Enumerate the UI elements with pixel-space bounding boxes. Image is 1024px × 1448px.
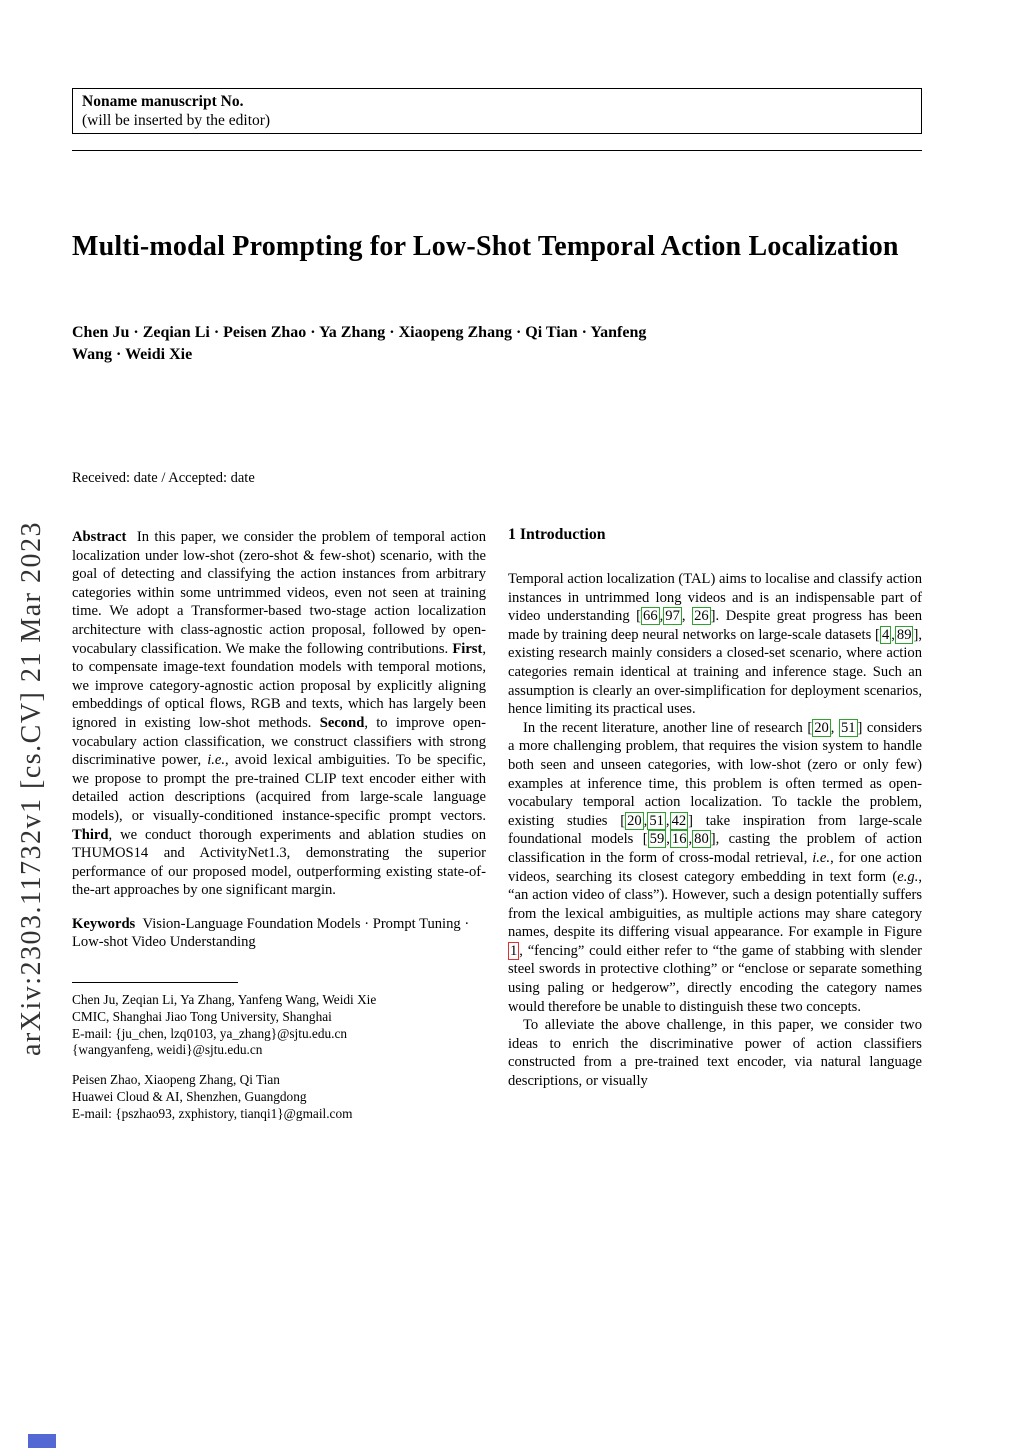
manuscript-note-title: Noname manuscript No. (82, 93, 244, 110)
text-run: , for one action videos, searching its closest category embedding in text form ( (508, 849, 922, 885)
text-run: ] take inspiration from large-scale foundational models [ (508, 812, 922, 848)
text-run: Temporal action localization (TAL) aims to localise and classify action instances in untrimmed long videos and is an indispensable part of video understanding [ (508, 571, 922, 625)
text-run: , “fencing” could either refer to “the game of stabbing with slender steel swords in protective clothing” or “enclose or separate something using paling or hedgerow”, directly encoding the category names would therefore be unable to distinguish these two concepts. (508, 942, 922, 1015)
text-run: ], existing research mainly considers a closed-set scenario, where action categories remain identical at training and inference stage. Such an assumption is clearly an over-simplification for deployment scenarios, hence limiting its practical uses. (508, 626, 922, 718)
text-run: i.e. (812, 849, 831, 866)
intro-paragraph-1 (508, 570, 922, 719)
affiliation-email-line1: E-mail: {ju_chen, lzq0103, ya_zhang}@sjtu.edu.cn (72, 1025, 347, 1041)
footnote-rule (72, 982, 238, 983)
citation-link[interactable]: 20 (814, 719, 829, 736)
text-run: Abstract (72, 529, 137, 545)
citation-link[interactable]: 59 (649, 831, 665, 848)
manuscript-note-subtitle: (will be inserted by the editor) (82, 112, 271, 129)
affiliation-email-line2: {wangyanfeng, weidi}@sjtu.edu.cn (72, 1042, 263, 1058)
text-run: , (643, 812, 648, 829)
text-run: , (666, 831, 670, 848)
citation-link[interactable]: 80 (694, 831, 709, 848)
paper-title: Multi-modal Prompting for Low-Shot Temporal Action Localization (72, 231, 899, 262)
affiliation-block-sjtu (72, 992, 486, 1059)
text-run: , to improve open-vocabulary action classification, we construct classifiers with strong discriminative power, (72, 714, 486, 769)
affiliation-block-huawei (72, 1072, 486, 1122)
text-run: First (452, 640, 483, 657)
text-run: , (659, 608, 664, 625)
arxiv-stamp-link[interactable]: arXiv:2303.11732v1 [cs.CV] 21 Mar 2023 (16, 520, 47, 1056)
affiliation-authors: Chen Ju, Zeqian Li, Ya Zhang, Yanfeng Wang, Weidi Xie (72, 992, 377, 1008)
text-run: In the recent literature, another line of research [ (523, 719, 813, 736)
text-run: e.g. (897, 868, 919, 885)
two-column-body (72, 520, 922, 1123)
text-run: To alleviate the above challenge, in this paper, we consider two ideas to enrich the discriminative power of action classifiers constructed from a pre-trained text encoder, via natural language descriptions, or visually (508, 1017, 922, 1090)
text-run: , (830, 719, 839, 736)
text-run: ] considers a more challenging problem, that requires the vision system to handle both seen and unseen categories, with low-shot (zero or only few) examples at inference time, this problem is often termed as open-vocabulary temporal action localization. To tackle the problem, existing studies [ (508, 719, 923, 829)
text-run: , to compensate image-text foundation models with temporal motions, we improve category-agnostic action proposal by explicitly aligning embeddings of optical flows, RGB and texts, which has largely been ignored in existing low-shot methods. (72, 640, 486, 731)
keywords-line (72, 915, 486, 952)
affiliation-authors: Peisen Zhao, Xiaopeng Zhang, Qi Tian (72, 1072, 280, 1088)
text-run: , avoid lexical ambiguities. To be specific, we propose to prompt the pre-trained CLIP text encoder either with detailed action descriptions (acquired from large-scale language models), or visually-conditioned instance-specific prompt vectors. (72, 752, 486, 824)
left-column (72, 520, 486, 1123)
citation-link[interactable]: 97 (665, 608, 680, 625)
received-accepted-dates: Received: date / Accepted: date (72, 470, 255, 486)
intro-paragraph-3 (508, 1016, 922, 1090)
text-run: , (891, 626, 895, 643)
citation-link[interactable]: 51 (649, 812, 664, 829)
citation-link[interactable]: 4 (881, 626, 890, 643)
text-run: , (665, 812, 670, 829)
citation-link[interactable]: 42 (671, 812, 687, 829)
text-run: ]. Despite great progress has been made by training deep neural networks on large-scale datasets [ (508, 608, 923, 643)
citation-link[interactable]: 66 (643, 608, 658, 625)
text-run: Keywords (72, 915, 143, 932)
text-run: , “an action video of class”). However, such a design potentially suffers from the lexical ambiguities, as multiple actions may share category names, despite its differing visual appearance. For example in Figure (508, 868, 922, 941)
header-rule (72, 150, 922, 151)
manuscript-note-box (72, 88, 922, 134)
text-run: In this paper, we consider the problem of temporal action localization under low-shot (zero-shot & few-shot) scenario, with the goal of detecting and classifying the action instances from arbitrary categories within some untrimmed videos, even not seen at training time. We adopt a Transformer-based two-stage action localization architecture with class-agnostic action proposal, followed by open-vocabulary classification. We make the following contributions. (72, 529, 486, 657)
text-run: Vision-Language Foundation Models · Prompt Tuning · Low-shot Video Understanding (72, 915, 470, 951)
text-run: Third (72, 826, 109, 843)
section-heading-introduction: 1 Introduction (508, 526, 606, 543)
text-run: , we conduct thorough experiments and ablation studies on THUMOS14 and ActivityNet1.3, demonstrating the superior performance of our proposed model, outperforming existing state-of-the-art approaches by one significant margin. (72, 826, 486, 899)
citation-link[interactable]: 20 (627, 812, 642, 829)
affiliation-institution: CMIC, Shanghai Jiao Tong University, Shanghai (72, 1008, 332, 1024)
citation-link[interactable]: 16 (671, 831, 687, 848)
text-run: Second (319, 714, 365, 731)
affiliation-institution: Huawei Cloud & AI, Shenzhen, Guangdong (72, 1089, 307, 1105)
citation-link[interactable]: 89 (896, 626, 912, 643)
author-list: Chen Ju · Zeqian Li · Peisen Zhao · Ya Zhang · Xiaopeng Zhang · Qi Tian · Yanfeng Wang · Weidi Xie (72, 324, 647, 363)
right-column (508, 520, 922, 1123)
text-run: i.e. (207, 752, 226, 769)
text-run: ], casting the problem of action classification in the form of cross-modal retrieval, (508, 831, 922, 866)
link-annotation-box (28, 1434, 56, 1448)
figure-ref-link[interactable]: 1 (510, 942, 518, 959)
text-run: , (688, 831, 693, 848)
text-run: , (681, 608, 693, 625)
citation-link[interactable]: 26 (694, 608, 709, 625)
abstract-paragraph (72, 528, 486, 900)
affiliation-email-line1: E-mail: {pszhao93, zxphistory, tianqi1}@gmail.com (72, 1105, 353, 1121)
citation-link[interactable]: 51 (840, 719, 856, 736)
intro-paragraph-2 (508, 719, 922, 1017)
